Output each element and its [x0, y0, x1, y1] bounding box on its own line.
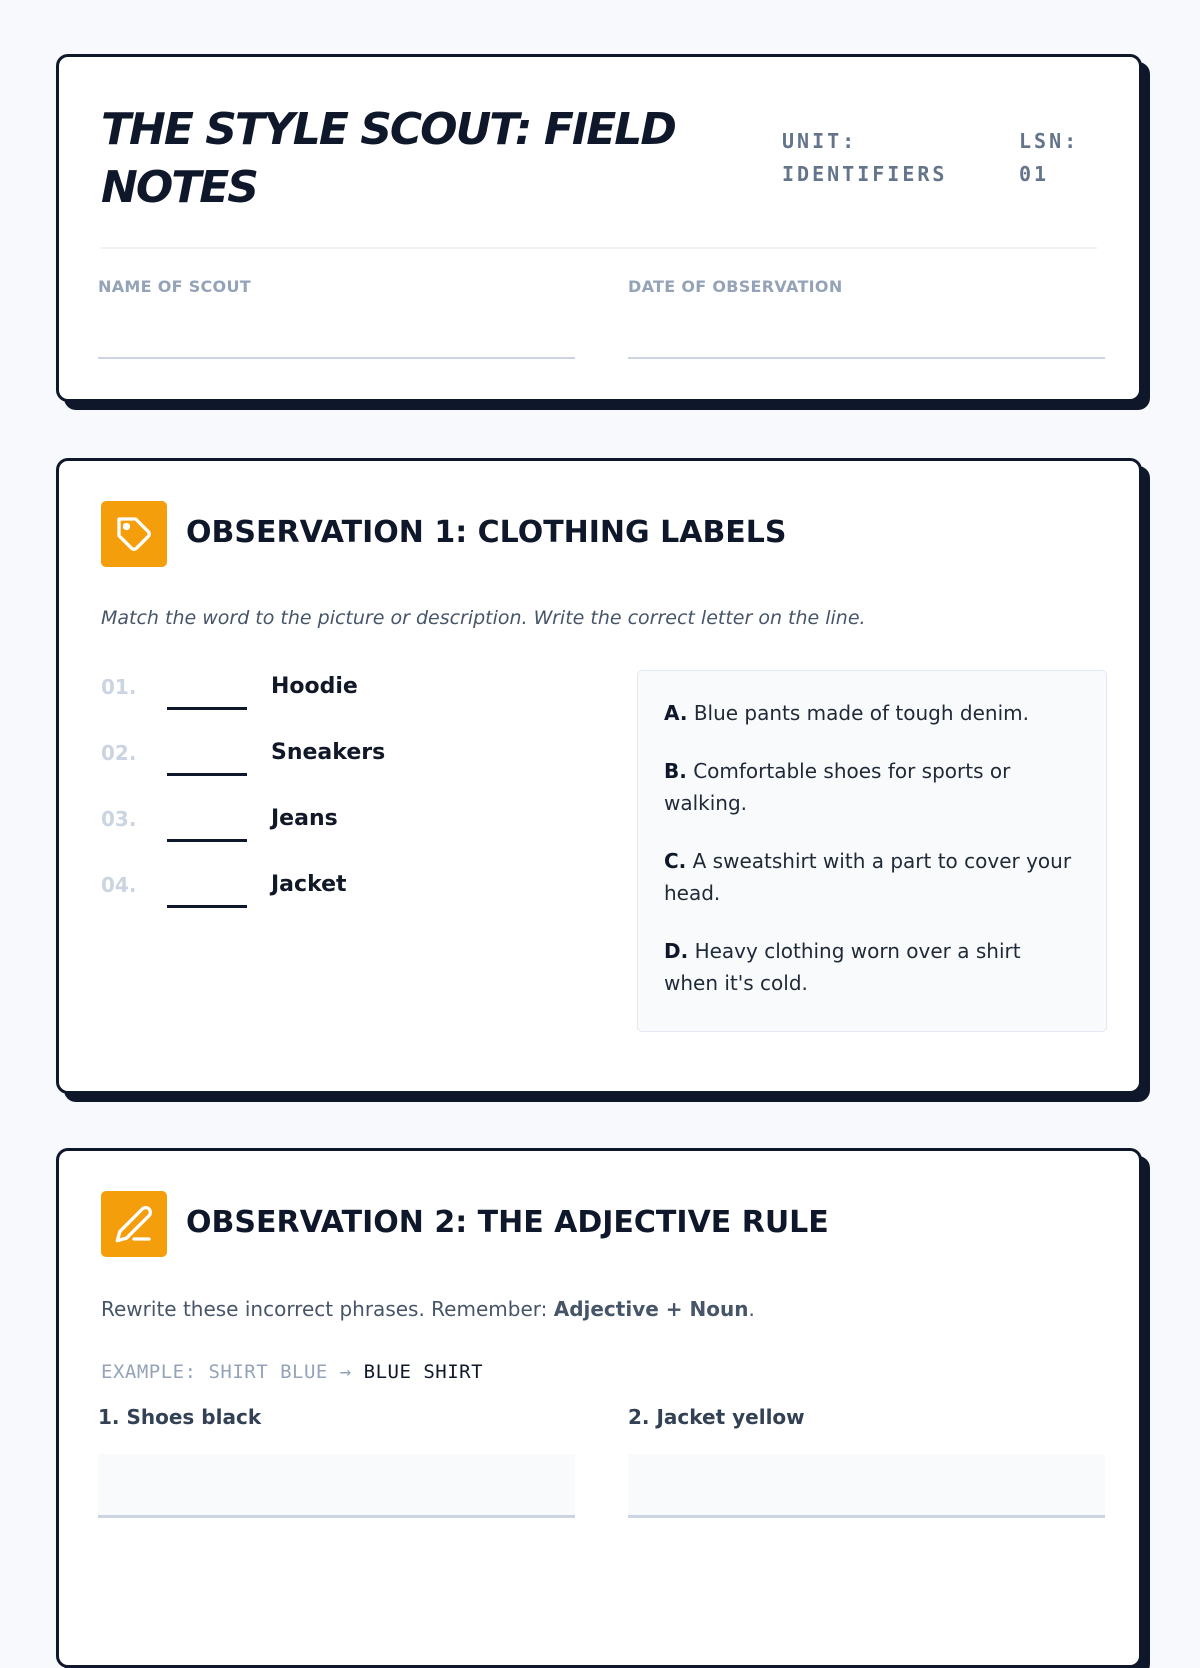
instructions-prefix: Rewrite these incorrect phrases. Remember: [101, 1297, 554, 1321]
match-number: 04. [101, 873, 137, 897]
answer-blank[interactable] [167, 905, 247, 908]
instructions-suffix: . [748, 1297, 755, 1321]
header-divider [101, 247, 1097, 249]
description-item [664, 755, 1080, 819]
rewrite-answer-input[interactable] [628, 1454, 1105, 1518]
worksheet-header-card [56, 54, 1142, 402]
tag-icon [101, 501, 167, 567]
description-letter: C. [664, 849, 687, 873]
match-number: 03. [101, 807, 137, 831]
pencil-icon [101, 1191, 167, 1257]
observation-2-instructions [101, 1297, 755, 1321]
match-word: Jacket [271, 872, 347, 897]
rewrite-question-label: 2. Jacket yellow [628, 1405, 805, 1429]
description-letter: B. [664, 759, 687, 783]
example-answer: BLUE SHIRT [363, 1361, 484, 1383]
description-letter: A. [664, 701, 688, 725]
lesson-label: LSN: 01 [1019, 129, 1080, 186]
match-word: Sneakers [271, 740, 386, 765]
observation-1-instructions: Match the word to the picture or description. Write the correct letter on the line. [101, 607, 866, 629]
observation-2-title: OBSERVATION 2: THE ADJECTIVE RULE [186, 1205, 829, 1240]
answer-blank[interactable] [167, 839, 247, 842]
match-item [101, 867, 561, 917]
description-item [664, 697, 1080, 729]
description-text: Blue pants made of tough denim. [693, 701, 1029, 725]
description-item [664, 845, 1080, 909]
date-field-label: DATE OF OBSERVATION [628, 277, 843, 296]
example-prefix: EXAMPLE: SHIRT BLUE → [101, 1361, 364, 1383]
match-number: 01. [101, 675, 137, 699]
date-field-line[interactable] [628, 357, 1105, 359]
description-text: Comfortable shoes for sports or walking. [664, 759, 1011, 815]
rewrite-question-label: 1. Shoes black [98, 1405, 262, 1429]
example-line [101, 1361, 483, 1383]
name-field-label: NAME OF SCOUT [98, 277, 251, 296]
match-item [101, 801, 561, 851]
description-text: Heavy clothing worn over a shirt when it's cold. [664, 939, 1021, 995]
name-field-line[interactable] [98, 357, 575, 359]
rewrite-answer-input[interactable] [98, 1454, 575, 1518]
observation-1-title: OBSERVATION 1: CLOTHING LABELS [186, 515, 787, 550]
match-word: Hoodie [271, 674, 358, 699]
answer-blank[interactable] [167, 773, 247, 776]
observation-1-card [56, 458, 1142, 1094]
descriptions-box [637, 670, 1107, 1032]
instructions-rule: Adjective + Noun [553, 1297, 749, 1321]
observation-2-card [56, 1148, 1142, 1668]
match-number: 02. [101, 741, 137, 765]
description-item [664, 935, 1080, 999]
match-word: Jeans [271, 806, 338, 831]
worksheet-title: THE STYLE SCOUT: FIELD NOTES [101, 104, 675, 213]
match-item [101, 669, 561, 719]
unit-label: UNIT: IDENTIFIERS [782, 129, 948, 186]
answer-blank[interactable] [167, 707, 247, 710]
description-text: A sweatshirt with a part to cover your head. [664, 849, 1072, 905]
description-letter: D. [664, 939, 689, 963]
match-item [101, 735, 561, 785]
